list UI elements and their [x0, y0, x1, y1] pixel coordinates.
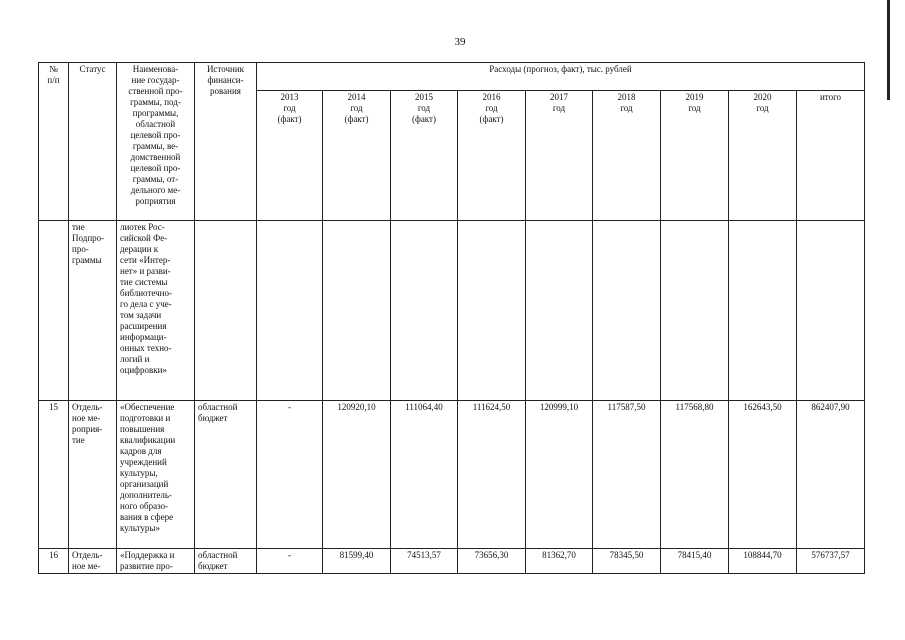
row-value-2014 [323, 221, 391, 401]
row-value-2015: 74513,57 [391, 549, 458, 574]
row-value-2017 [526, 221, 593, 401]
row-value-2019 [661, 221, 729, 401]
row-value-2013: - [257, 549, 323, 574]
row-name: «Поддержка и развитие про- [117, 549, 195, 574]
row-status: Отдель- ное ме- роприя- тие [69, 401, 117, 549]
row-no: 16 [39, 549, 69, 574]
page-number: 39 [454, 36, 466, 48]
row-value-2018: 78345,50 [593, 549, 661, 574]
row-source [195, 221, 257, 401]
row-value-2014: 120920,10 [323, 401, 391, 549]
budget-table [38, 62, 865, 574]
header-total: итого [797, 91, 865, 221]
header-year-2013: 2013 год (факт) [257, 91, 323, 221]
row-value-2014: 81599,40 [323, 549, 391, 574]
header-year-2016: 2016 год (факт) [458, 91, 526, 221]
row-value-2013 [257, 221, 323, 401]
row-value-total: 862407,90 [797, 401, 865, 549]
row-no: 15 [39, 401, 69, 549]
row-value-2020: 162643,50 [729, 401, 797, 549]
row-value-2018: 117587,50 [593, 401, 661, 549]
table-row [39, 401, 865, 549]
row-value-2015 [391, 221, 458, 401]
row-source: областной бюджет [195, 549, 257, 574]
row-no [39, 221, 69, 401]
row-value-2019: 117568,80 [661, 401, 729, 549]
header-source: Источник финанси- рования [195, 63, 257, 221]
row-source: областной бюджет [195, 401, 257, 549]
header-year-2019: 2019 год [661, 91, 729, 221]
header-no: № п/п [39, 63, 69, 221]
row-value-total: 576737,57 [797, 549, 865, 574]
row-name: «Обеспечение подготовки и повышения квалификации кадров для учреждений культуры, организаций дополнитель- ного образо- вания в сфере культуры» [117, 401, 195, 549]
row-value-2016 [458, 221, 526, 401]
row-value-2018 [593, 221, 661, 401]
row-status: Отдель- ное ме- [69, 549, 117, 574]
row-value-2016: 111624,50 [458, 401, 526, 549]
row-name: лиотек Рос- сийской Фе- дерации к сети «Интер- нет» и разви- тие системы библиотечно- го дела с уче- том задачи расширения информаци- онных техно- логий и оцифровки» [117, 221, 195, 401]
header-name: Наименова- ние государ- ственной про- граммы, под- программы, областной целевой про- граммы, ве- домственной целевой про- граммы, от- дельного ме- роприятия [117, 63, 195, 221]
header-year-2014: 2014 год (факт) [323, 91, 391, 221]
header-year-2017: 2017 год [526, 91, 593, 221]
table-row [39, 549, 865, 574]
row-value-2016: 73656,30 [458, 549, 526, 574]
row-value-2020: 108844,70 [729, 549, 797, 574]
row-value-2017: 81362,70 [526, 549, 593, 574]
row-value-2015: 111064,40 [391, 401, 458, 549]
row-value-2020 [729, 221, 797, 401]
margin-line [887, 0, 890, 100]
row-value-2013: - [257, 401, 323, 549]
header-year-2018: 2018 год [593, 91, 661, 221]
header-year-2015: 2015 год (факт) [391, 91, 458, 221]
row-status: тие Подпро- про- граммы [69, 221, 117, 401]
header-year-2020: 2020 год [729, 91, 797, 221]
header-status: Статус [69, 63, 117, 221]
row-value-2017: 120999,10 [526, 401, 593, 549]
header-row [39, 63, 865, 91]
header-expenses: Расходы (прогноз, факт), тыс. рублей [257, 63, 865, 91]
row-value-2019: 78415,40 [661, 549, 729, 574]
table-row [39, 221, 865, 401]
row-value-total [797, 221, 865, 401]
